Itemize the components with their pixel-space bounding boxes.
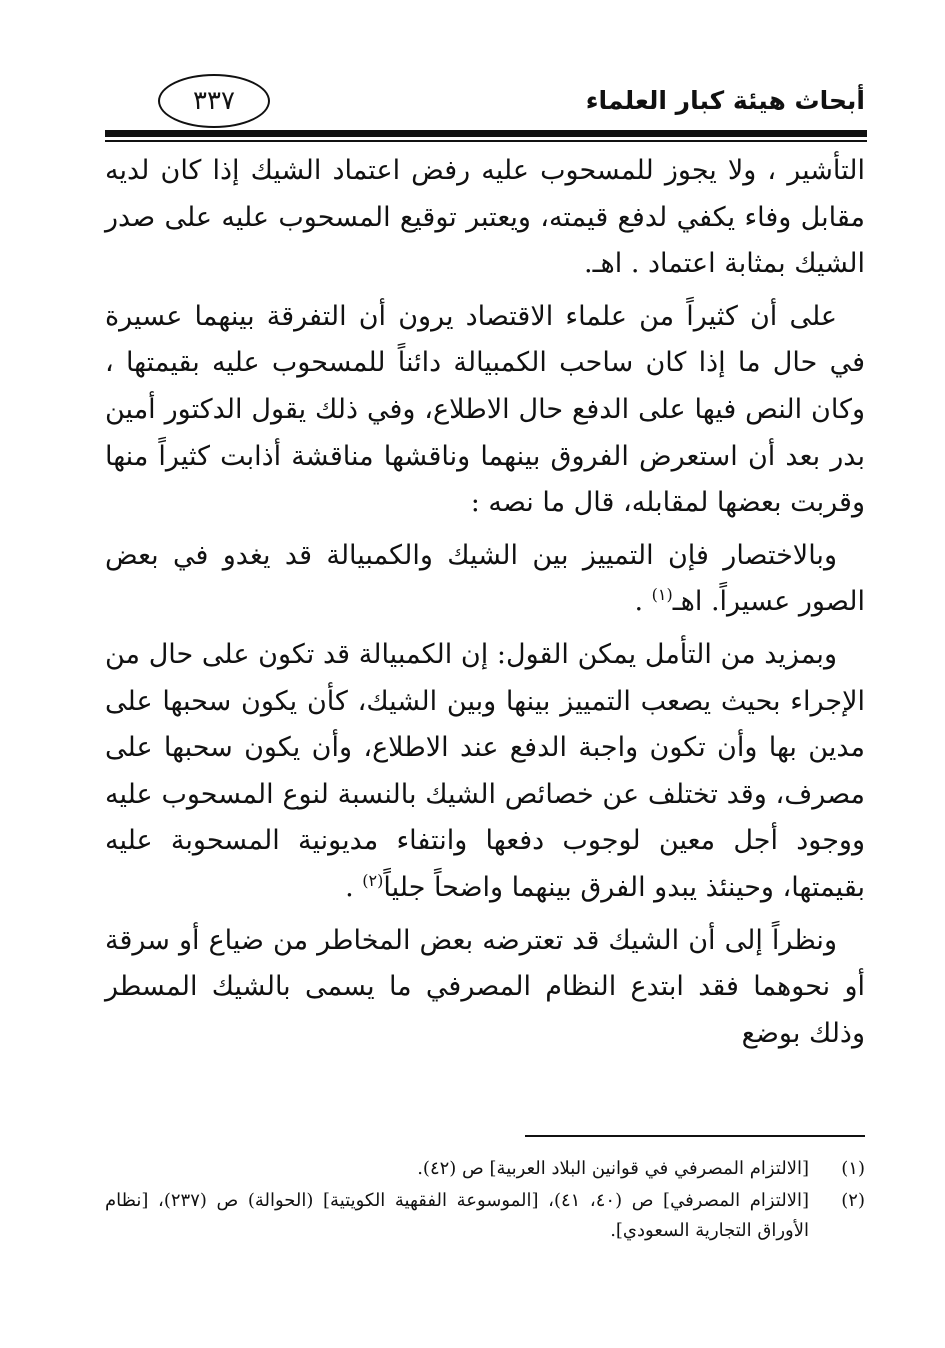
footnotes [105,1154,865,1248]
running-header-title: أبحاث هيئة كبار العلماء [585,86,865,115]
paragraph-4-text: وبمزيد من التأمل يمكن القول: إن الكمبيالة قد تكون على حال من الإجراء بحيث يصعب التمييز بينها وبين الشيك، كأن يكون سحبها على مدين بها وأن تكون واجبة الدفع عند الاطلاع، وأن يكون سحبها على مصرف، وقد تختلف عن خصائص الشيك بالنسبة لنوع المسحوب عليه ووجود أجل معين لوجوب دفعها وانتفاء مديونية المسحوبة عليه بقيمتها، وحينئذ يبدو الفرق بينهما واضحاً جلياً [105,638,865,903]
footnote-text: [الالتزام المصرفي في قوانين البلاد العربية] ص (٤٢). [417,1158,809,1179]
footnote-separator [525,1135,865,1137]
paragraph-3 [105,533,865,626]
paragraph-4 [105,632,865,912]
main-text [105,148,865,1063]
header-rule-thin [105,140,867,142]
paragraph-3-end: . [634,586,652,618]
footnote-1 [105,1154,865,1184]
paragraph-1 [105,148,865,288]
paragraph-4-end: . [345,871,363,903]
paragraph-1-text: التأشير ، ولا يجوز للمسحوب عليه رفض اعتماد الشيك إذا كان لديه مقابل وفاء يكفي لدفع قيمته، ويعتبر توقيع المسحوب عليه على صدر الشيك بمثابة اعتماد . اهـ. [105,155,865,280]
footnote-2 [105,1186,865,1246]
paragraph-5 [105,918,865,1058]
footnote-ref-1[interactable]: (١) [651,585,673,605]
header-rule [105,130,867,137]
footnote-ref-2[interactable]: (٢) [362,870,384,890]
footnote-number: (٢) [841,1190,865,1211]
page-number: ٣٣٧ [158,74,270,128]
paragraph-2 [105,294,865,527]
footnote-number: (١) [841,1158,865,1179]
paragraph-2-text: على أن كثيراً من علماء الاقتصاد يرون أن التفرقة بينهما عسيرة في حال ما إذا كان ساحب الكمبيالة دائناً للمسحوب عليه بقيمتها ، وكان النص فيها على الدفع حال الاطلاع، وفي ذلك يقول الدكتور أمين بدر بعد أن استعرض الفروق بينهما وناقشها مناقشة أذابت كثيراً منها وقربت بعضها لمقابله، قال ما نصه : [105,300,865,519]
footnote-text: [الالتزام المصرفي] ص (٤٠، ٤١)، [الموسوعة الفقهية الكويتية] (الحوالة) ص (٢٣٧)، [نظام الأوراق التجارية السعودي]. [105,1190,809,1241]
paragraph-5-text: ونظراً إلى أن الشيك قد تعترضه بعض المخاطر من ضياع أو سرقة أو نحوهما فقد ابتدع النظام المصرفي ما يسمى بالشيك المسطر وذلك بوضع [105,924,865,1049]
paragraph-3-text: وبالاختصار فإن التمييز بين الشيك والكمبيالة قد يغدو في بعض الصور عسيراً. اهـ [105,539,865,618]
